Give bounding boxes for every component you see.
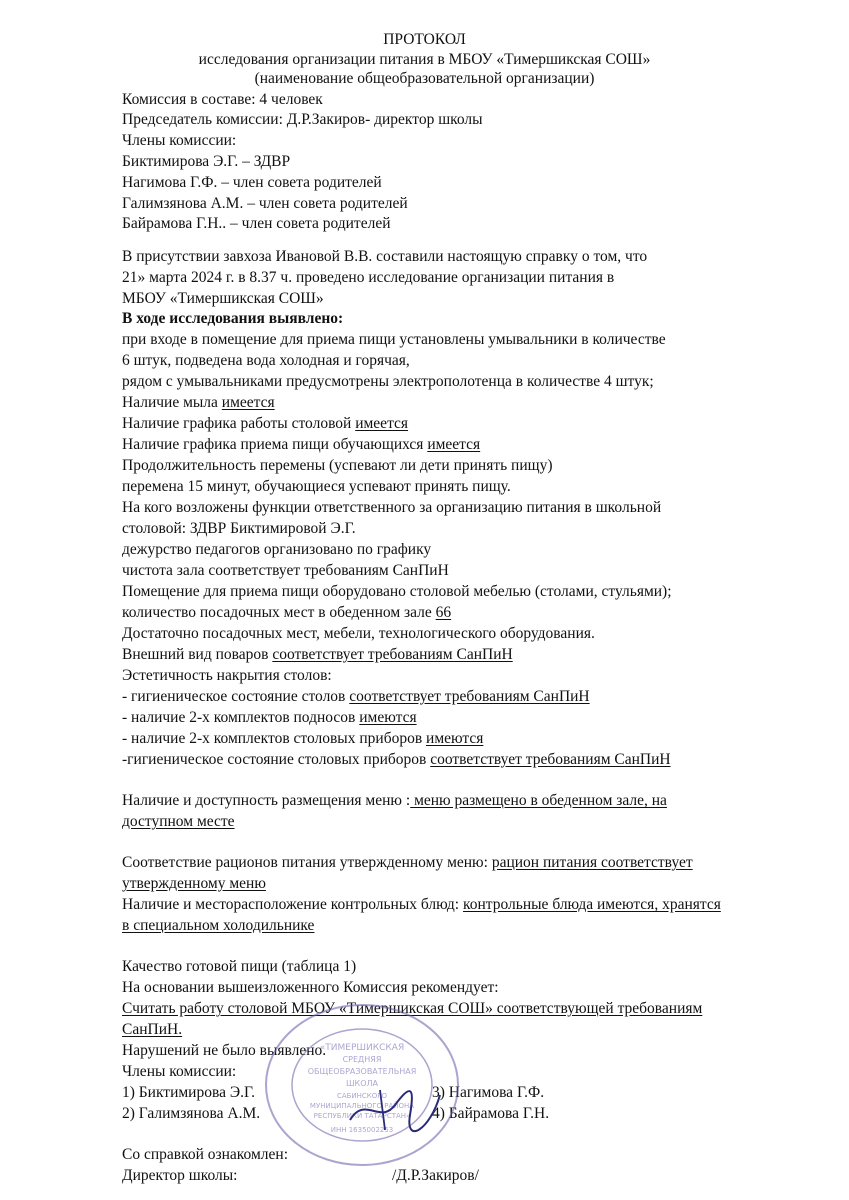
doc-subtitle: исследования организации питания в МБОУ «Тимершикская СОШ» [198,51,651,68]
director-name: /Д.Р.Закиров/ [392,1167,479,1184]
control-line [122,895,721,914]
quality-line: Качество готовой пищи (таблица 1) [122,958,357,975]
ration-value-a: рацион питания [491,854,598,871]
meal-schedule-value: имеется [427,436,481,453]
doc-subtitle-note: (наименование общеобразовательной организации) [254,70,595,87]
meal-schedule-label: Наличие графика приема пищи обучающихся [122,436,428,453]
cutlery-hygiene-line [122,750,671,769]
svg-text:РЕСПУБЛИКИ ТАТАРСТАН»: РЕСПУБЛИКИ ТАТАРСТАН» [313,1112,411,1120]
responsible-line: столовой: ЗДВР Биктимировой Э.Г. [122,520,356,537]
control-value: контрольные блюда имеются, хранятся [463,896,721,913]
svg-text:СРЕДНЯЯ: СРЕДНЯЯ [342,1055,382,1064]
commission-chair: Председатель комиссии: Д.Р.Закиров- директор школы [122,111,483,128]
menu-value: меню размещено в обеденном зале, на [410,792,667,809]
trays-label: - наличие 2-х комплектов подносов [122,709,360,726]
cutlery-hygiene-value: соответствует требованиям СанПиН [430,751,671,768]
svg-text:«ТИМЕРШИКСКАЯ: «ТИМЕРШИКСКАЯ [319,1043,405,1053]
cooks-value: соответствует требованиям СанПиН [272,646,513,663]
tables-line [122,687,590,706]
soap-value: имеется [221,394,275,411]
no-violations-line: Нарушений не было выявлено. [122,1042,327,1059]
svg-text:ШКОЛА: ШКОЛА [345,1079,379,1088]
commission-member: Байрамова Г.Н.. – член совета родителей [122,215,391,232]
enough-line: Достаточно посадочных мест, мебели, технологического оборудования. [122,625,595,642]
signature-member: 4) Байрамова Г.Н. [432,1105,550,1122]
svg-text:МУНИЦИПАЛЬНОГО РАЙОНА: МУНИЦИПАЛЬНОГО РАЙОНА [309,1102,415,1110]
cooks-label: Внешний вид поваров [122,646,273,663]
ration-line [122,853,693,872]
seats-label: количество посадочных мест в обеденном зале [122,604,436,621]
findings-wash-line: рядом с умывальниками предусмотрены электрополотенца в количестве 4 штук; [122,373,654,390]
signature-member: 2) Галимзянова А.М. [122,1105,261,1122]
menu-value-cont: доступном месте [122,813,235,830]
acquainted-line: Со справкой ознакомлен: [122,1146,289,1163]
svg-text:ОБЩЕОБРАЗОВАТЕЛЬНАЯ: ОБЩЕОБРАЗОВАТЕЛЬНАЯ [307,1067,417,1076]
soap-label: Наличие мыла [122,394,222,411]
decision-line: СанПиН. [122,1021,183,1038]
intro-line: В присутствии завхоза Ивановой В.В. составили настоящую справку о том, что [122,248,648,265]
cooks-line [122,645,513,664]
meal-schedule-line [122,435,480,454]
director-signature-icon [340,1075,450,1135]
commission-member: Галимзянова А.М. – член совета родителей [122,195,408,212]
commission-member: Нагимова Г.Ф. – член совета родителей [122,174,382,191]
tables-value: соответствует требованиям СанПиН [349,688,590,705]
commission-size: Комиссия в составе: 4 человек [122,91,323,108]
furniture-line: Помещение для приема пищи оборудовано столовой мебелью (столами, стульями); [122,583,672,600]
cutlery-label: - наличие 2-х комплектов столовых приборов [122,730,427,747]
commission-members-label: Члены комиссии: [122,132,237,149]
canteen-schedule-line [122,414,408,433]
cutlery-value: имеются [426,730,484,747]
findings-wash-line: при входе в помещение для приема пищи установлены умывальники в количестве [122,331,666,348]
director-label: Директор школы: [122,1167,238,1184]
intro-line: МБОУ «Тимершикская СОШ» [122,290,324,307]
cutlery-hygiene-label: -гигиеническое состояние столовых приборов [122,751,431,768]
break-label: Продолжительность перемены (успевают ли дети принять пищу) [122,457,553,474]
recommends-line: На основании вышеизложенного Комиссия рекомендует: [122,979,499,996]
canteen-schedule-value: имеется [355,415,409,432]
trays-line [122,708,417,727]
control-label: Наличие и месторасположение контрольных блюд: [122,896,463,913]
doc-title: ПРОТОКОЛ [383,31,466,48]
findings-heading: В ходе исследования выявлено: [122,310,344,327]
tables-label: - гигиеническое состояние столов [122,688,350,705]
menu-line [122,791,667,810]
svg-text:САБИНСКОГО: САБИНСКОГО [336,1092,388,1100]
ration-value-b: соответствует [597,854,693,871]
seats-line [122,603,451,622]
ration-label: Соответствие рационов питания утвержденному меню: [122,854,492,871]
duty-line: дежурство педагогов организовано по графику [122,541,432,558]
soap-line [122,393,275,412]
ration-value-cont: утвержденному меню [122,875,266,892]
responsible-line: На кого возложены функции ответственного за организацию питания в школьной [122,499,662,516]
cleanliness-line: чистота зала соответствует требованиям СанПиН [122,562,449,579]
commission-member: Биктимирова Э.Г. – ЗДВР [122,153,291,170]
decision-line: Считать работу столовой МБОУ «Тимершикская СОШ» соответствующей требованиям [122,1000,703,1017]
findings-wash-line: 6 штук, подведена вода холодная и горячая, [122,352,410,369]
control-value-cont: в специальном холодильнике [122,917,315,934]
intro-line: 21» марта 2024 г. в 8.37 ч. проведено исследование организации питания в [122,269,615,286]
seats-value: 66 [435,604,452,621]
signature-member: 1) Биктимирова Э.Г. [122,1084,256,1101]
signature-member: 3) Нагимова Г.Ф. [432,1084,545,1101]
cutlery-line [122,729,483,748]
signatures-label: Члены комиссии: [122,1063,237,1080]
trays-value: имеются [359,709,417,726]
aesthetics-label: Эстетичность накрытия столов: [122,667,332,684]
break-value: перемена 15 минут, обучающиеся успевают принять пищу. [122,478,511,495]
canteen-schedule-label: Наличие графика работы столовой [122,415,356,432]
menu-label: Наличие и доступность размещения меню : [122,792,411,809]
svg-text:ИНН 1635002253: ИНН 1635002253 [330,1126,394,1134]
